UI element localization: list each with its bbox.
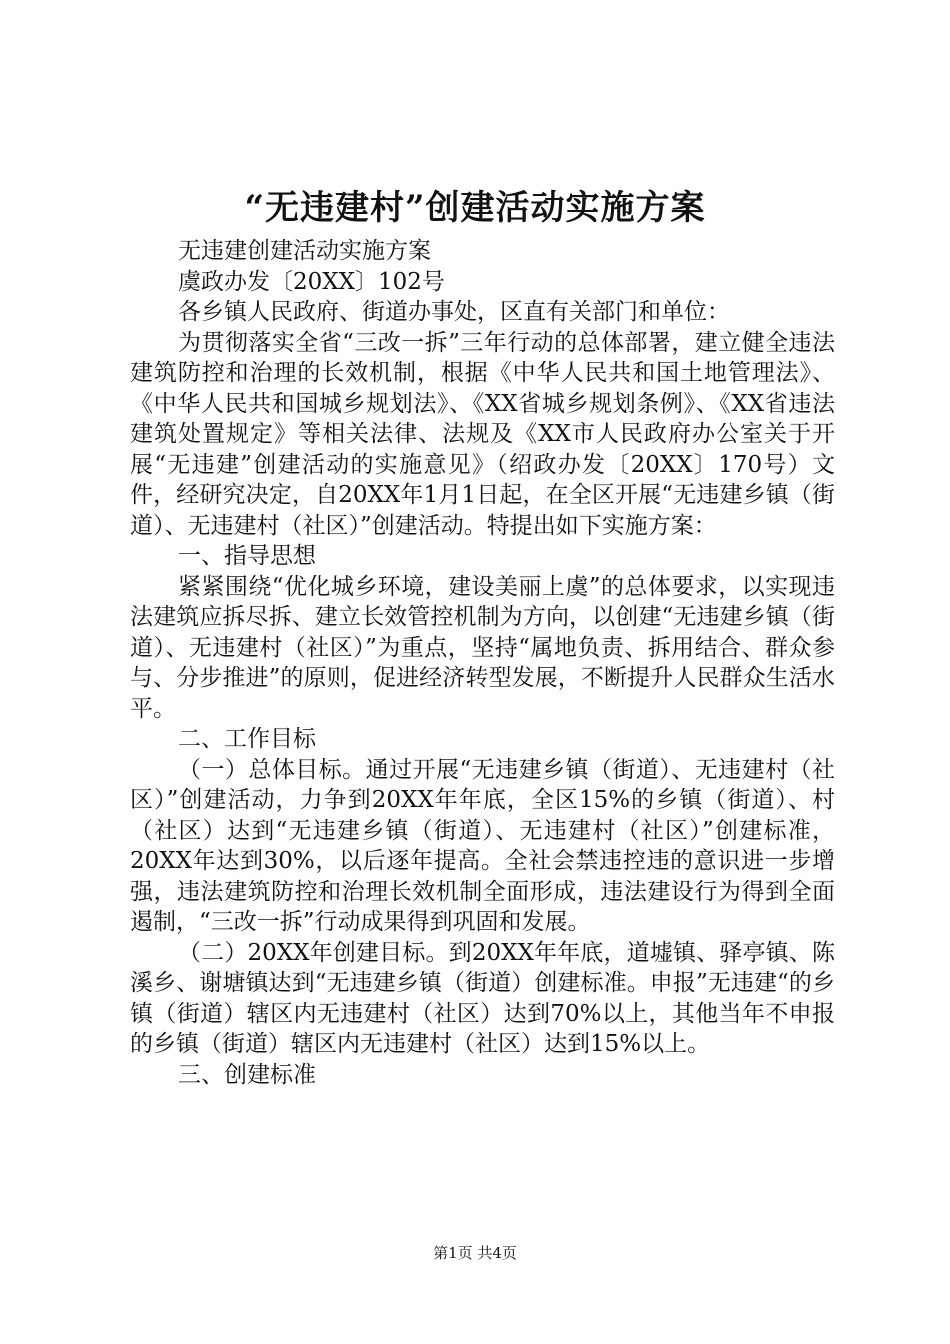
section-heading-1: 一、指导思想 [178,543,316,569]
paragraph-overall-goal: （一）总体目标。通过开展“无违建乡镇（街道）、无违建村（社区）”创建活动，力争到20XX年年底，全区15%的乡镇（街道）、村（社区）达到“无违建乡镇（街道）、无违建村（社区）”创建标准，20XX年达到30%，以后逐年提高。全社会禁违控违的意识进一步增强，违法建筑防控和治理长效机制全面形成，违法建设行为得到全面遏制，“三改一拆”行动成果得到巩固和发展。 [130,756,835,935]
document-title: “无违建村”创建活动实施方案 [244,188,706,228]
paragraph-doc-name: 无违建创建活动实施方案 [178,238,431,264]
paragraph-addressee: 各乡镇人民政府、街道办事处，区直有关部门和单位： [178,299,730,325]
section-heading-3: 三、创建标准 [178,1061,316,1088]
page-footer: 第1页 共4页 [433,1244,517,1262]
paragraph-intro: 为贯彻落实全省“三改一拆”三年行动的总体部署，建立健全违法建筑防控和治理的长效机制，根据《中华人民共和国土地管理法》、《中华人民共和国城乡规划法》、《XX省城乡规划条例》、《XX省违法建筑处置规定》等相关法律、法规及《XX市人民政府办公室关于开展“无违建”创建活动的实施意见》（绍政办发〔20XX〕170号）文件，经研究决定，自20XX年1月1日起，在全区开展“无违建乡镇（街道）、无违建村（社区）”创建活动。特提出如下实施方案： [130,329,835,539]
document-body [130,236,835,1090]
paragraph-doc-number: 虞政办发〔20XX〕102号 [178,268,445,295]
paragraph-year-goal: （二）20XX年创建目标。到20XX年年底，道墟镇、驿亭镇、陈溪乡、谢塘镇达到“无违建乡镇（街道）创建标准。申报”无违建“的乡镇（街道）辖区内无违建村（社区）达到70%以上，其他当年不申报的乡镇（街道）辖区内无违建村（社区）达到15%以上。 [130,939,835,1057]
paragraph-guiding-thought: 紧紧围绕“优化城乡环境，建设美丽上虞”的总体要求，以实现违法建筑应拆尽拆、建立长效管控机制为方向，以创建“无违建乡镇（街道）、无违建村（社区）”为重点，坚持“属地负责、拆用结合、群众参与、分步推进”的原则，促进经济转型发展，不断提升人民群众生活水平。 [130,573,835,722]
section-heading-2: 二、工作目标 [178,726,316,752]
